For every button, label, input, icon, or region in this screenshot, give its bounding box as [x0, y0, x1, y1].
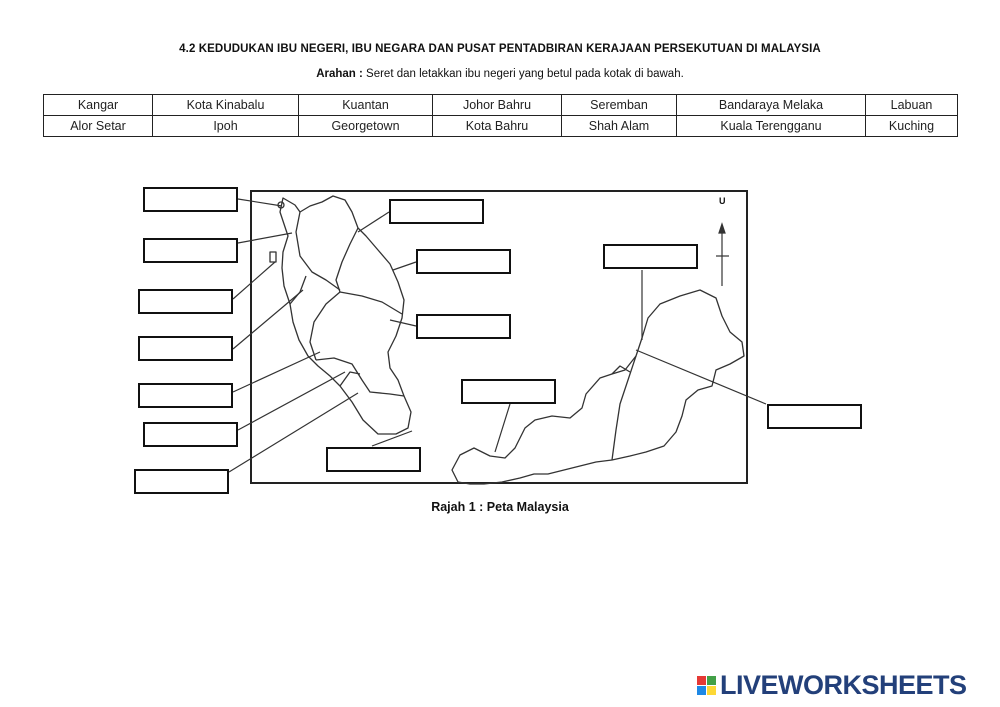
- city-option[interactable]: Kuantan: [299, 95, 433, 116]
- answer-box[interactable]: [416, 249, 511, 274]
- answer-box[interactable]: [143, 238, 238, 263]
- liveworksheets-logo: [697, 670, 967, 701]
- city-option[interactable]: Bandaraya Melaka: [677, 95, 866, 116]
- answer-box[interactable]: [134, 469, 229, 494]
- instruction-text: Seret dan letakkan ibu negeri yang betul pada kotak di bawah.: [362, 68, 684, 80]
- city-row-1: [44, 95, 958, 116]
- answer-box[interactable]: [143, 187, 238, 212]
- city-option[interactable]: Kuching: [866, 116, 958, 137]
- logo-text: LIVEWORKSHEETS: [720, 670, 967, 700]
- answer-box[interactable]: [416, 314, 511, 339]
- city-row-2: [44, 116, 958, 137]
- city-option[interactable]: Shah Alam: [562, 116, 677, 137]
- city-options-table: [43, 94, 958, 137]
- city-option[interactable]: Kangar: [44, 95, 153, 116]
- map-caption: Rajah 1 : Peta Malaysia: [431, 500, 569, 514]
- north-label: U: [719, 196, 726, 206]
- city-option[interactable]: Kota Bahru: [433, 116, 562, 137]
- logo-icon: [697, 676, 716, 695]
- answer-box[interactable]: [138, 289, 233, 314]
- answer-box[interactable]: [389, 199, 484, 224]
- answer-box[interactable]: [767, 404, 862, 429]
- city-option[interactable]: Alor Setar: [44, 116, 153, 137]
- city-option[interactable]: Labuan: [866, 95, 958, 116]
- city-option[interactable]: Johor Bahru: [433, 95, 562, 116]
- city-option[interactable]: Georgetown: [299, 116, 433, 137]
- city-option[interactable]: Seremban: [562, 95, 677, 116]
- city-option[interactable]: Kuala Terengganu: [677, 116, 866, 137]
- instruction-label: Arahan :: [316, 68, 363, 80]
- answer-box[interactable]: [138, 383, 233, 408]
- city-option[interactable]: Kota Kinabalu: [153, 95, 299, 116]
- city-option[interactable]: Ipoh: [153, 116, 299, 137]
- answer-box[interactable]: [326, 447, 421, 472]
- answer-box[interactable]: [143, 422, 238, 447]
- answer-box[interactable]: [461, 379, 556, 404]
- worksheet-title: 4.2 KEDUDUKAN IBU NEGERI, IBU NEGARA DAN PUSAT PENTADBIRAN KERAJAAN PERSEKUTUAN DI MALAYSIA: [179, 43, 821, 55]
- answer-box[interactable]: [603, 244, 698, 269]
- instruction: [0, 68, 1000, 80]
- answer-box[interactable]: [138, 336, 233, 361]
